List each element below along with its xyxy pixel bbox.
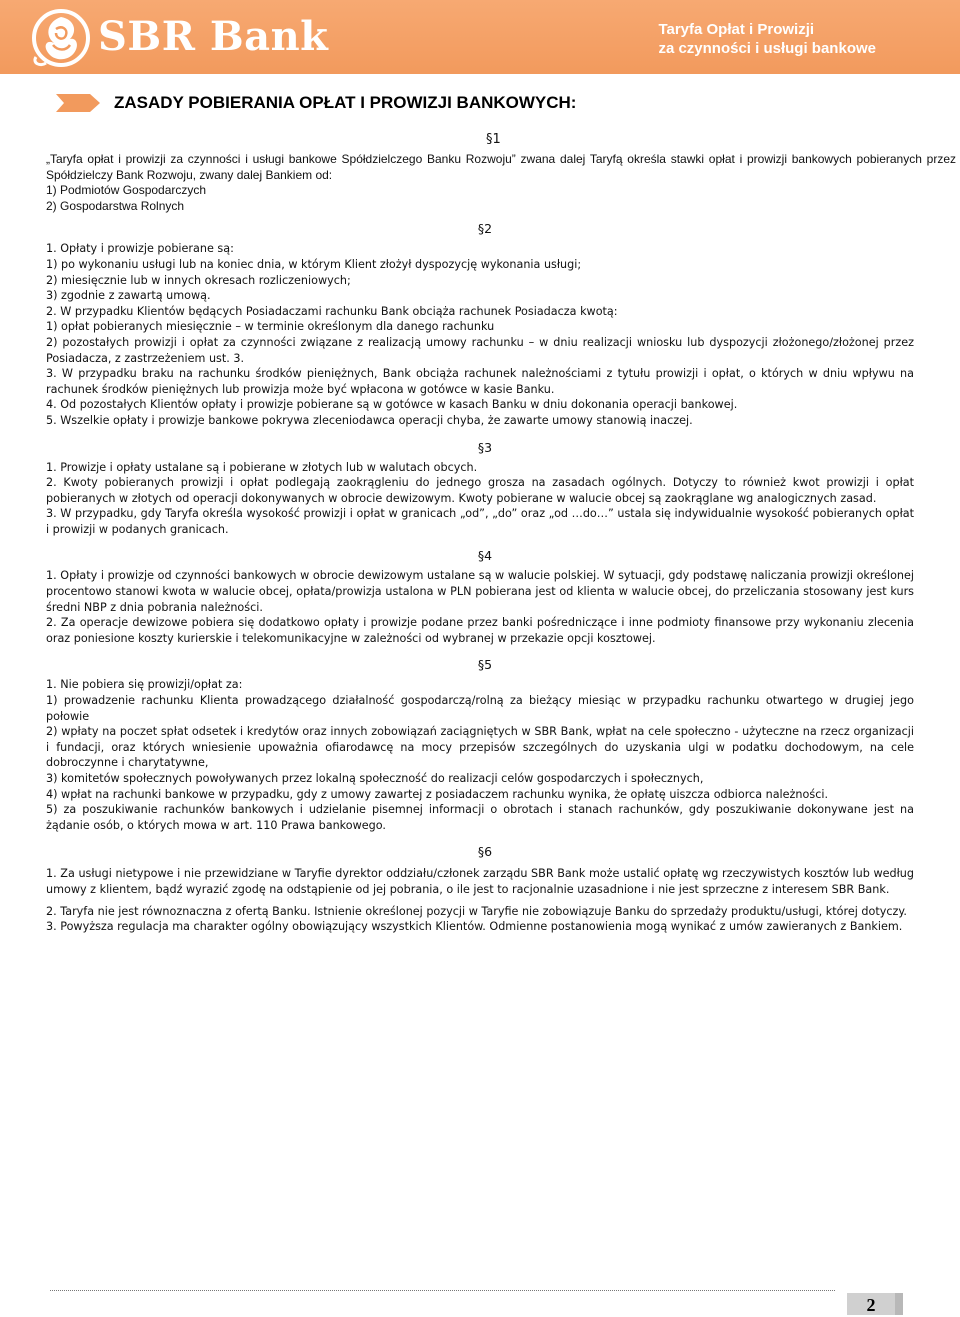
s5-line: 3) komitetów społecznych powoływanych przez lokalną społeczność do realizacji celów gospodarczych i społecznych, (46, 772, 704, 785)
section-mark-2: §2 (477, 221, 493, 237)
s1-item-1: 1) Podmiotów Gospodarczych (46, 183, 207, 198)
s2-line: 1. Opłaty i prowizje pobierane są: (46, 242, 234, 256)
header-title-line1: Taryfa Opłat i Prowizji (658, 21, 815, 38)
s3-line: 1. Prowizje i opłaty ustalane są i pobierane w złotych lub w walutach obcych. (46, 460, 478, 474)
s2-line: 2) miesięcznie lub w innych okresach rozliczeniowych; (46, 273, 351, 287)
page-number-edge (895, 1293, 903, 1315)
s4-line: 1. Opłaty i prowizje od czynności bankowych w obrocie dewizowym ustalane są w walucie polskiej. W sytuacji, gdy podstawę naliczania prowizji określonej procentowo stanowi kwota w walucie obcej, opłata/prowizja ustalona w PLN pobierana jest od klienta w walucie obcej, do przeliczania stosowany jest kurs średni NBP z dnia pobrania należności. (46, 569, 914, 614)
arrow-right-icon (56, 94, 100, 112)
s2-line: 3) zgodnie z zawartą umową. (46, 289, 211, 303)
section-mark-4: §4 (477, 548, 493, 564)
s2-line: 4. Od pozostałych Klientów opłaty i prowizje pobierane są w gotówce w kasach Banku w dniu dokonania operacji bankowej. (46, 398, 738, 412)
s3-line: 2. Kwoty pobieranych prowizji i opłat podlegają zaokrągleniu do jednego grosza na zasadach ogólnych. Dotyczy to również kwot prowizji i opłat pobieranych w złotych od operacji dokonywanych w obrocie dewizowym. Kwoty pobierane w walucie obcej są zaokrąglane wg analogicznych zasad. (46, 476, 914, 505)
s5-line: 1) prowadzenie rachunku Klienta prowadzącego działalność gospodarczą/rolną za bieżący miesiąc w przypadku rachunku otwartego w drugiej jego połowie (46, 694, 914, 723)
s5-line: 1. Nie pobiera się prowizji/opłat za: (46, 678, 243, 692)
header-title-line2: za czynności i usługi bankowe (658, 40, 876, 57)
rose-logo-icon (26, 7, 96, 69)
s5-line: 4) wpłat na rachunki bankowe w przypadku, gdy z umowy zawartej z posiadaczem rachunku wynika, że opłatę uiszcza odbiorca należności. (46, 787, 829, 801)
s4-line: 2. Za operacje dewizowe pobiera się dodatkowo opłaty i prowizje podane przez banki pośredniczące i inne podmioty finansowe przy wykonaniu zlecenia oraz poniesione koszty kurierskie i telekomunikacyjne w zależności od wybranej w przekazie opcji kosztowej. (46, 616, 914, 645)
logo-text: SBR Bank (98, 13, 329, 60)
s2-line: 5. Wszelkie opłaty i prowizje bankowe pokrywa zleceniodawca operacji chyba, że zawarte umowy stanowią inaczej. (46, 413, 693, 427)
s5-line: 5) za poszukiwanie rachunków bankowych i udzielanie pisemnej informacji o obrotach i stanach rachunków, gdy poszukiwanie dokonywane jest na żądanie osób, o których mowa w art. 110 Prawa bankowego. (46, 803, 914, 832)
s6-paragraph-2: 2. Taryfa nie jest równoznaczna z ofertą Banku. Istnienie określonej pozycji w Taryfie nie zobowiązuje Banku do sprzedaży produktu/usługi, której dotyczy. (46, 904, 907, 918)
s6-paragraph-3: 3. Powyższa regulacja ma charakter ogólny obowiązujący wszystkich Klientów. Odmienne postanowienia mogą wynikać z umów zawieranych z Bankiem. (46, 920, 903, 934)
document-body (46, 128, 956, 935)
section-mark-3: §3 (477, 439, 493, 455)
s5-line: 2) wpłaty na poczet spłat odsetek i kredytów oraz innych zobowiązań zaciągniętych w SBR Bank, wpłat na cele społeczno - użyteczne na rzecz organizacji i fundacji, oraz których wniesienie upoważnia ofiarodawcę na mocy przepisów szczególnych do uzyskania ulgi w podatku dochodowym, na cele dobroczynne i charytatywne, (46, 725, 914, 770)
section-mark-5: §5 (477, 657, 493, 673)
page-header (0, 0, 960, 74)
section-mark-1: §1 (486, 132, 501, 147)
section-mark-6: §6 (477, 844, 493, 860)
s1-item-2: 2) Gospodarstwa Rolnych (46, 198, 185, 213)
s2-line: 3. W przypadku braku na rachunku środków pieniężnych, Bank obciąża rachunek należnościami z tytułu prowizji i opłat, o których w dniu wpływu na rachunek środków pieniężnych lub prowizja może być wpłacona w gotówce w kasie Banku. (46, 367, 914, 396)
heading-title: ZASADY POBIERANIA OPŁAT I PROWIZJI BANKOWYCH: (114, 93, 577, 112)
s2-line: 1) opłat pobieranych miesięcznie – w terminie określonym dla danego rachunku (46, 320, 495, 334)
s6-paragraph-1: 1. Za usługi nietypowe i nie przewidziane w Taryfie dyrektor oddziału/członek zarządu SBR Bank może ustalić opłatę wg rzeczywistych kosztów lub według umowy z klientem, bądź wyrazić zgodę na odstąpienie od jej pobrania, o ile jest to racjonalnie uzasadnione i nie jest sprzeczne z interesem SBR Bank. (46, 867, 914, 896)
page-number: 2 (847, 1293, 895, 1315)
section-heading (56, 92, 936, 116)
s2-line: 1) po wykonaniu usługi lub na koniec dnia, w którym Klient złożył dyspozycję wykonania usługi; (46, 257, 582, 271)
s2-line: 2) pozostałych prowizji i opłat za czynności związane z realizacją umowy rachunku – w dniu realizacji wniosku lub dyspozycji złożonego/złożonej przez Posiadacza, z zastrzeżeniem ust. 3. (46, 335, 914, 365)
s1-intro: „Taryfa opłat i prowizji za czynności i usługi bankowe Spółdzielczego Banku Rozwoju” zwana dalej Taryfą określa stawki opłat i prowizji bankowych pobieranych przez Spółdzielczy Bank Rozwoju, zwany dalej Bankiem od: (46, 152, 956, 182)
s3-line: 3. W przypadku, gdy Taryfa określa wysokość prowizji i opłat w granicach „od”, „do” oraz „od …do…” ustala się indywidualnie wysokość pobieranych opłat i prowizji w podanych granicach. (46, 507, 914, 536)
s2-line: 2. W przypadku Klientów będących Posiadaczami rachunku Bank obciąża rachunek Posiadacza kwotą: (46, 304, 618, 318)
footer-divider (50, 1290, 835, 1291)
header-title (658, 20, 876, 58)
